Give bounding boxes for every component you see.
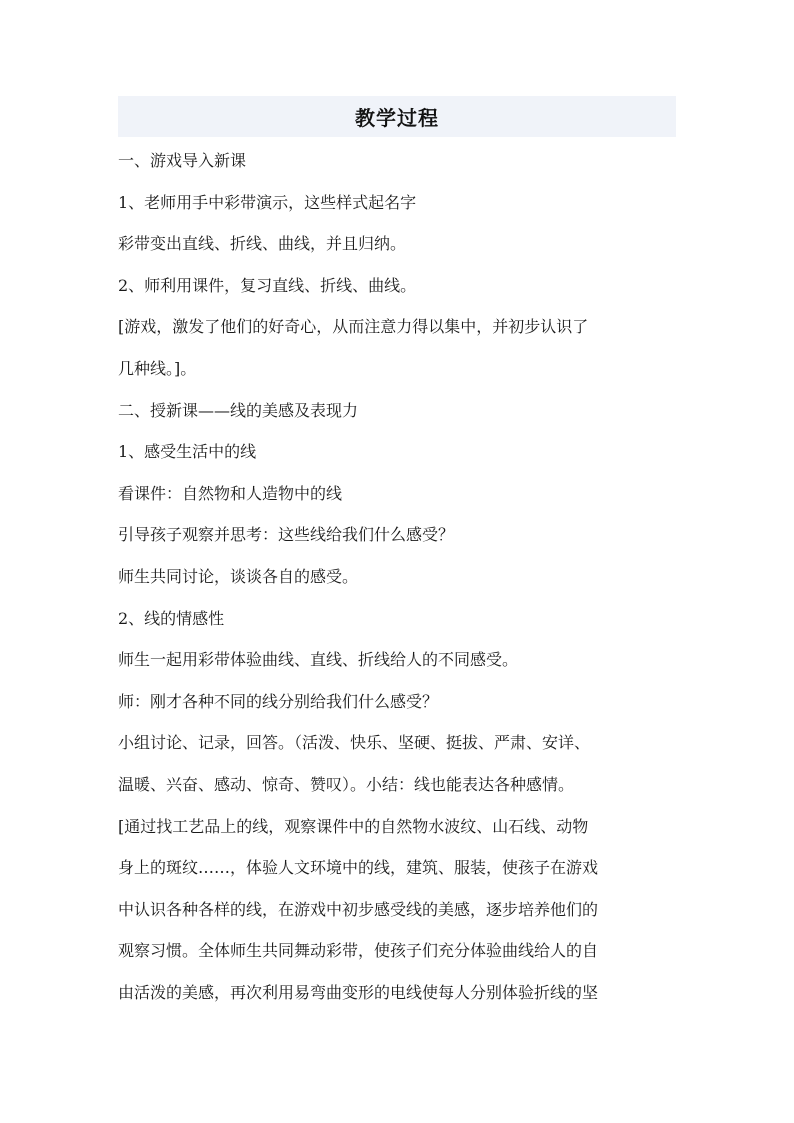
text-line: 1、感受生活中的线 [118, 442, 257, 462]
text-line: 引导孩子观察并思考：这些线给我们什么感受？ [118, 525, 455, 545]
text-line: 1、老师用手中彩带演示，这些样式起名字 [118, 192, 417, 212]
text-line: 由活泼的美感，再次利用易弯曲变形的电线使每人分别体验折线的坚 [118, 982, 599, 1002]
text-line: 师：刚才各种不同的线分别给我们什么感受？ [118, 691, 439, 711]
page-title: 教学过程 [355, 106, 439, 130]
text-line: 身上的斑纹……，体验人文环境中的线，建筑、服装，使孩子在游戏 [118, 858, 599, 878]
text-line: 二、授新课——线的美感及表现力 [118, 400, 359, 420]
text-line: 师生一起用彩带体验曲线、直线、折线给人的不同感受。 [118, 650, 519, 670]
text-line: 2、师利用课件，复习直线、折线、曲线。 [118, 275, 417, 295]
text-line: 看课件：自然物和人造物中的线 [118, 483, 343, 503]
text-line: 2、线的情感性 [118, 608, 225, 628]
text-line: 中认识各种各样的线，在游戏中初步感受线的美感，逐步培养他们的 [118, 899, 599, 919]
title-band [118, 96, 676, 137]
text-line: 一、游戏导入新课 [118, 151, 247, 170]
text-line: 观察习惯。全体师生共同舞动彩带，使孩子们充分体验曲线给人的自 [118, 941, 599, 961]
document-body [118, 140, 678, 1013]
text-line: 彩带变出直线、折线、曲线，并且归纳。 [118, 234, 407, 254]
text-line: 几种线。]。 [118, 358, 197, 378]
text-line: [游戏，激发了他们的好奇心，从而注意力得以集中，并初步认识了 [118, 317, 589, 337]
text-line: 师生共同讨论，谈谈各自的感受。 [118, 566, 359, 586]
text-line: 温暖、兴奋、感动、惊奇、赞叹）。小结：线也能表达各种感情。 [118, 774, 575, 794]
text-line: 小组讨论、记录，回答。（活泼、快乐、坚硬、挺拔、严肃、安详、 [118, 733, 591, 753]
text-line: [通过找工艺品上的线，观察课件中的自然物水波纹、山石线、动物 [118, 816, 589, 836]
